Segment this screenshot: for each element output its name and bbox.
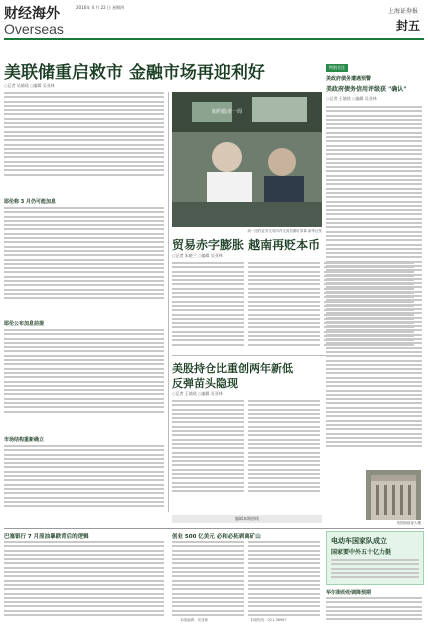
section-title: 财经海外: [4, 6, 60, 22]
lead-byline: ○记者 吴婧琰 ○编辑 吴亚林: [4, 83, 55, 88]
sidebar-photo-caption: 美国财政部大楼: [396, 521, 421, 525]
column-divider: [168, 92, 169, 512]
lead-column-3: [4, 329, 164, 415]
feature-column-2: [248, 262, 320, 348]
sidebar-photo: [366, 470, 421, 520]
section-number: 封五: [395, 19, 420, 33]
treasury-building-photo-illustration: [366, 470, 421, 520]
sidebar-bottom-subhead: 国家要中外五十亿力挺: [331, 549, 392, 556]
feature-byline: ○记者 朱晓兰 ○编辑 吴亚林: [172, 253, 223, 258]
photo-caption: 周一纽约证券交易所内交易员紧盯屏幕 新华社发: [247, 229, 322, 233]
feature-headline: 贸易赤字膨胀 越南再贬本币: [172, 238, 321, 252]
ad-label: 编辑本期热线: [235, 516, 259, 521]
ad-strip: [172, 515, 322, 523]
footer-editor: 本版编辑：吴亚林: [180, 618, 208, 622]
sidebar-byline: ○记者 王婧琰 ○编辑 吴亚林: [326, 96, 377, 101]
lead-column-2: [4, 207, 164, 302]
bottom-left-text: [4, 541, 164, 618]
sidebar-text-block: [326, 106, 422, 450]
lead-column-1: [4, 92, 164, 178]
footer-hotline: 本版热线：021-38967: [250, 618, 287, 622]
paper-name: 上海证券报: [387, 8, 418, 15]
second-headline-line1: 美股持仓比重创两年新低: [172, 362, 293, 375]
sidebar-title: 美政府债务信用评级获 "确认": [326, 86, 407, 93]
traders-photo-illustration: [172, 92, 322, 227]
lead-subhead-1: 耶伦称 3 月仍可能加息: [4, 199, 56, 205]
masthead: [4, 3, 424, 37]
feature-column-1: [172, 262, 244, 348]
second-byline: ○记者 王婧琰 ○编辑 吴亚林: [172, 391, 223, 396]
second-column-1: [172, 400, 244, 495]
masthead-rule: [4, 38, 424, 40]
second-headline-line2: 反弹苗头隐现: [172, 377, 238, 390]
bottom-mid-text-1: [172, 541, 244, 618]
lead-column-4: [4, 445, 164, 509]
section-english-title: Overseas: [4, 21, 64, 37]
sidebar-callout-box: [326, 531, 424, 585]
bottom-mid-title: 创业 500 亿美元 必和必拓剥离矿山: [172, 534, 261, 540]
sidebar-kicker: 美政府债务遭遇预警: [326, 76, 372, 82]
bottom-left-title: 巴塞银行 7 月原油暴跌背后的逻辑: [4, 534, 89, 540]
feature-photo: [172, 92, 322, 227]
bottom-right-title: 华尔街纷纷调降预期: [326, 590, 372, 596]
lead-subhead-3: 市场结构重新确立: [4, 437, 45, 443]
issue-date: 2016年 4 月 22 日 星期四: [76, 5, 125, 10]
lead-subhead-2: 耶伦公布加息前提: [4, 321, 45, 327]
photo-label: 纽约股市一周: [212, 109, 243, 115]
bottom-mid-text-2: [248, 541, 320, 618]
lead-headline: 美联储重启救市 金融市场再迎利好: [4, 63, 265, 83]
bottom-right-text: [326, 597, 422, 623]
sidebar-bottom-text: [331, 559, 419, 580]
sidebar-tag: 特别关注: [326, 64, 348, 72]
bottom-rule: [4, 528, 424, 529]
second-column-2: [248, 400, 320, 495]
sidebar-bottom-headline: 电动车国家队成立: [331, 537, 387, 545]
